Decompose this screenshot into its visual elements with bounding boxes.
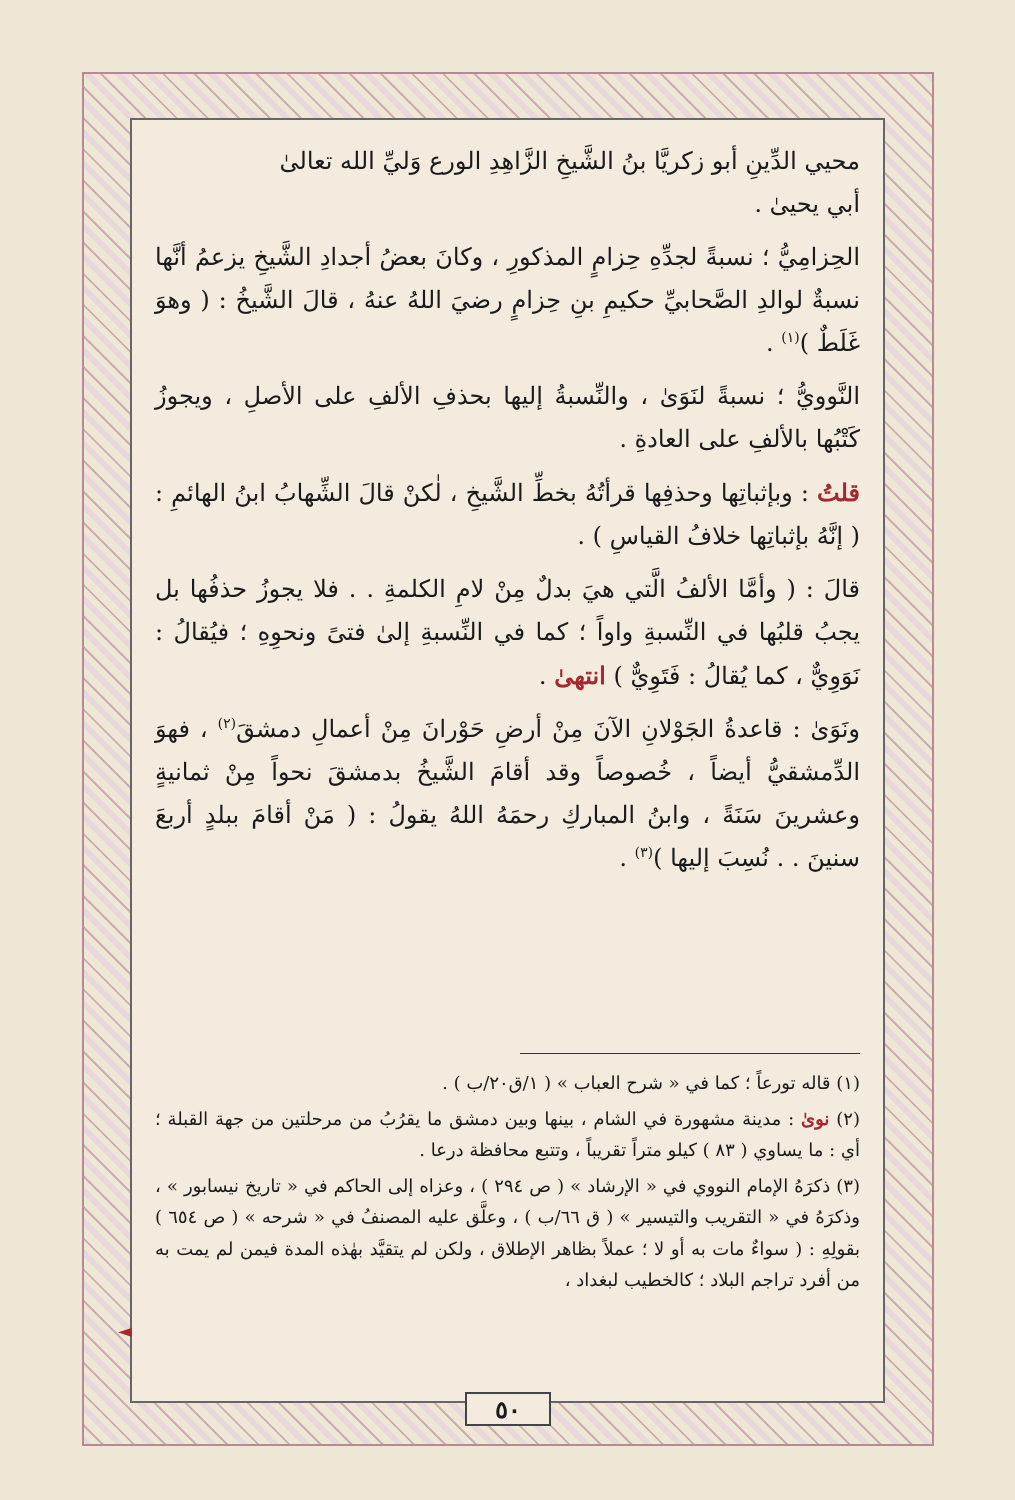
- paragraph-hizami: [155, 236, 860, 365]
- footnote-divider: [520, 1053, 860, 1054]
- footnote-1: (١) قاله تورعاً ؛ كما في « شرح العباب » ( ١/ق٢٠/ب ) .: [442, 1073, 860, 1094]
- footnote-text: : مدينة مشهورة في الشام ، بينها وبين دمشق ما يقرُبُ من مرحلتين من جهة القبلة ؛ أي : ما يساوي ( ٨٣ ) كيلو متراً تقريباً ، وتتبع محافظة درعا .: [155, 1108, 860, 1161]
- paragraph-text: : وبإثباتِها وحذفِها قرأتُهُ بخطِّ الشَّيخِ ، لٰكنْ قالَ الشِّهابُ ابنُ الهائمِ : ( إنَّهُ بإثباتِها خلافُ القياسِ ) .: [155, 479, 860, 550]
- footnotes: [155, 1068, 860, 1301]
- footnote-ref[interactable]: (٣): [634, 845, 654, 861]
- paragraph-text: قالَ : ( وأمَّا الألفُ الَّتي هيَ بدلٌ مِنْ لامِ الكلمةِ . . فلا يجوزُ حذفُها بل يجبُ قلبُها في النِّسبةِ واواً ؛ كما في النِّسبةِ إلىٰ فتىً ونحوِهِ ؛ فيُقالُ : نَوَوِيٌّ ، كما يُقالُ : فَتَوِيٌّ ): [155, 575, 860, 690]
- page-number: [465, 1392, 551, 1426]
- footnote-ref[interactable]: (٢): [217, 716, 237, 732]
- intaha-label: انتهىٰ: [554, 661, 606, 690]
- paragraph-text: أبي يحيىٰ .: [754, 190, 860, 218]
- paragraph-text: .: [619, 844, 635, 872]
- footnote-2: [155, 1104, 860, 1167]
- paragraph-text: الحِزامِيُّ ؛ نسبةً لجدِّهِ حِزامٍ المذكورِ ، وكانَ بعضُ أجدادِ الشَّيخِ يزعمُ أنَّها نسبةٌ لوالدِ الصَّحابيِّ حكيمِ بنِ حِزامٍ رضيَ اللهُ عنهُ ، قالَ الشَّيخُ : ( وهوَ غَلَطٌ ): [155, 243, 860, 357]
- footnote-number: (٢): [829, 1108, 860, 1130]
- footnote-3: (٣) ذكرَهُ الإمام النووي في « الإرشاد » ( ص ٢٩٤ ) ، وعزاه إلى الحاكم في « تاريخ نيسابور » ، وذكرَهُ في « التقريب والتيسير » ( ق ٦٦/ب ) ، وعلَّق عليه المصنفُ في « شرحه » ( ص ٦٥٤ ) بقولِهِ : ( سواءٌ مات به أو لا ؛ عملاً بظاهر الإطلاق ، ولكن لم يتقيَّد بهٰذه المدة فيمن لم يمت به من أفرد تراجم البلاد ؛ كالخطيب لبغداد ،: [155, 1175, 860, 1291]
- continue-arrow-icon: ◄: [118, 1321, 132, 1342]
- paragraph-qultu: [155, 471, 860, 558]
- paragraph-text: .: [765, 329, 782, 357]
- page-number-text: ٥٠: [495, 1394, 521, 1424]
- paragraph-text: .: [538, 662, 555, 690]
- paragraph-text: ونَوَىٰ : قاعدةُ الجَوْلانِ الآنَ مِنْ أرضِ حَوْرانَ مِنْ أعمالِ دمشقَ: [236, 715, 860, 743]
- paragraph-text: ، فهوَ الدِّمشقيُّ أيضاً ، خُصوصاً وقد أقامَ الشَّيخُ بدمشقَ نحواً مِنْ ثمانيةٍ وعشرينَ سَنَةً ، وابنُ المباركِ رحمَهُ اللهُ يقولُ : ( مَنْ أقامَ ببلدٍ أربعَ سنينَ . . نُسِبَ إليها ): [155, 715, 860, 872]
- paragraph-text: النَّوويُّ ؛ نسبةً لنَوَىٰ ، والنِّسبةُ إليها بحذفِ الألفِ على الأصلِ ، ويجوزُ كَتْبُها بالألفِ على العادةِ .: [155, 382, 860, 453]
- paragraph-qala: [155, 568, 860, 698]
- paragraph-name: [155, 140, 860, 226]
- paragraph-nawawi: [155, 375, 860, 461]
- paragraph-text: محيي الدِّينِ أبو زكريَّا بنُ الشَّيخِ الزَّاهِدِ الورع وَليِّ الله تعالىٰ: [279, 147, 860, 175]
- qultu-label: قلتُ: [817, 478, 860, 507]
- paragraph-nawa: [155, 708, 860, 880]
- footnote-ref[interactable]: (١): [781, 330, 800, 346]
- main-text: [155, 140, 860, 890]
- nawa-label: نوىٰ: [801, 1108, 830, 1130]
